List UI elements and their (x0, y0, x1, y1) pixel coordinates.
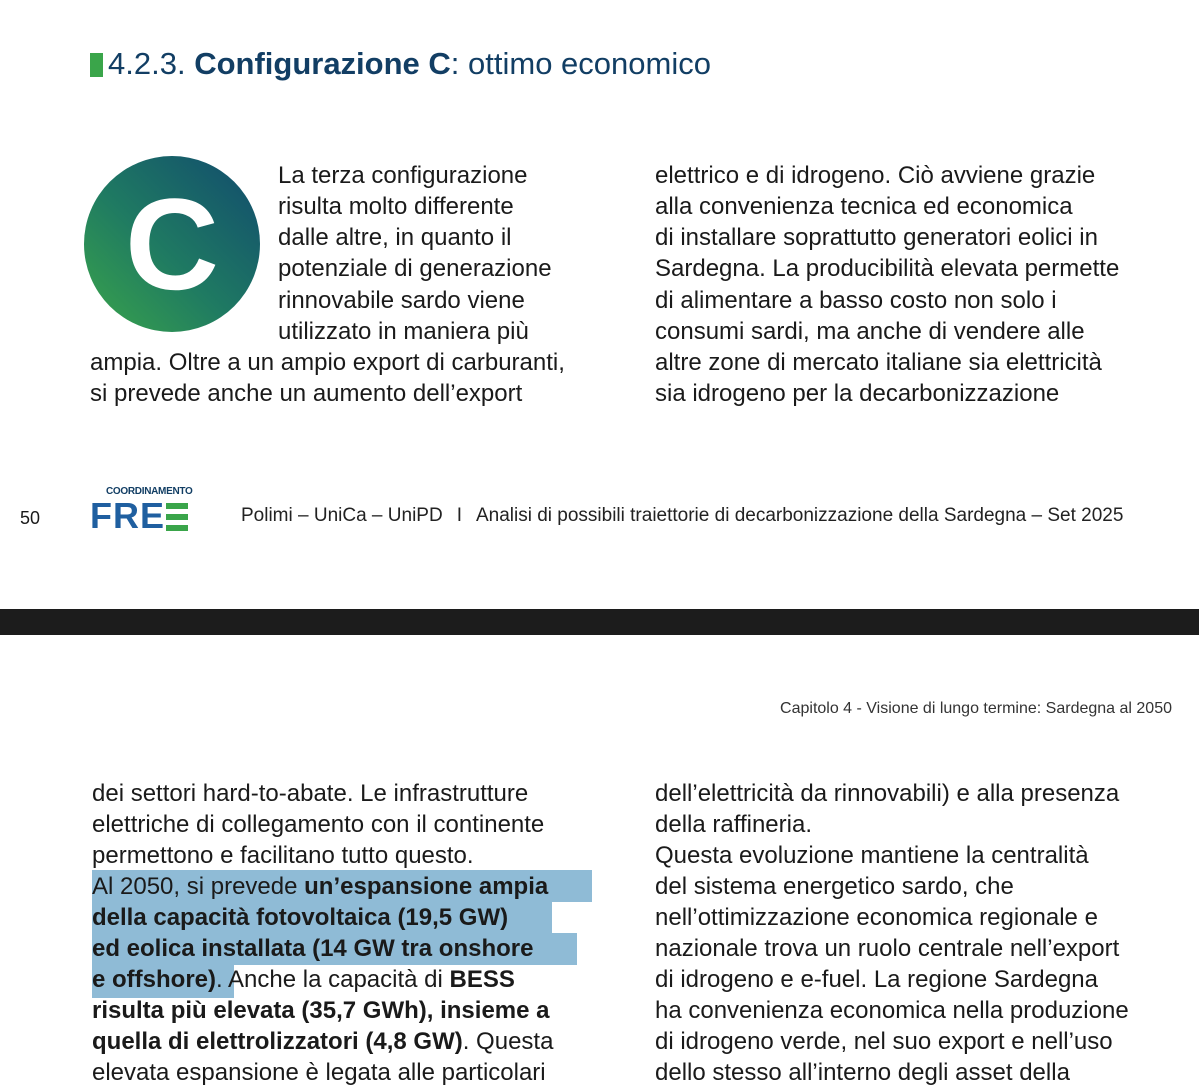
text-segment-bold: e offshore) (92, 966, 217, 993)
text-line: della capacità fotovoltaica (19,5 GW) (92, 904, 509, 931)
text-line: potenziale di generazione (278, 255, 552, 282)
footer-authors: Polimi – UniCa – UniPD (241, 505, 443, 526)
footer-separator: I (456, 505, 462, 526)
text-line: elettrico e di idrogeno. Ciò avviene grazie (655, 162, 1096, 189)
text-line (92, 1026, 553, 1057)
text-line: dell’elettricità da rinnovabili) e alla presenza (655, 780, 1120, 807)
text-segment-bold: un’espansione ampia (304, 873, 549, 900)
section-title-rest: : ottimo economico (450, 46, 711, 81)
text-line: risulta molto differente (278, 193, 514, 220)
text-line: del sistema energetico sardo, che (655, 873, 1014, 900)
text-line: ampia. Oltre a un ampio export di carburanti, (90, 349, 565, 376)
text-line: si prevede anche un aumento dell’export (90, 380, 523, 407)
footer-title: Analisi di possibili traiettorie di decarbonizzazione della Sardegna – Set 2025 (475, 505, 1124, 526)
free-logo: FRE (90, 495, 165, 536)
free-logo-bars-icon (166, 503, 188, 531)
text-line: consumi sardi, ma anche di vendere alle (655, 318, 1085, 345)
footer-text (241, 505, 1123, 527)
text-line: Questa evoluzione mantiene la centralità (655, 842, 1089, 869)
text-line: nell’ottimizzazione economica regionale e (655, 904, 1098, 931)
text-line: alla convenienza tecnica ed economica (655, 193, 1073, 220)
text-line: risulta più elevata (35,7 GWh), insieme a (92, 997, 550, 1024)
text-line: altre zone di mercato italiane sia elettricità (655, 349, 1102, 376)
text-line: ed eolica installata (14 GW tra onshore (92, 935, 534, 962)
text-line: elettriche di collegamento con il continente (92, 811, 545, 838)
text-line (92, 964, 515, 995)
configuration-c-badge (84, 156, 260, 332)
section-title (108, 44, 711, 84)
text-line (92, 871, 548, 902)
text-segment: . Anche la capacità di (216, 966, 450, 993)
text-line: rinnovabile sardo viene (278, 287, 525, 314)
text-line: dei settori hard-to-abate. Le infrastrutture (92, 780, 529, 807)
text-line: Sardegna. La producibilità elevata permette (655, 255, 1120, 282)
text-segment: . Questa (462, 1028, 554, 1055)
text-segment-bold: BESS (449, 966, 515, 993)
text-line: utilizzato in maniera più (278, 318, 529, 345)
logo-caption: COORDINAMENTO (106, 486, 193, 497)
text-line: della raffineria. (655, 811, 812, 838)
text-line: sia idrogeno per la decarbonizzazione (655, 380, 1060, 407)
text-line: di alimentare a basso costo non solo i (655, 287, 1057, 314)
chapter-header: Capitolo 4 - Visione di lungo termine: Sardegna al 2050 (780, 700, 1172, 717)
section-marker (90, 53, 103, 77)
text-line: dello stesso all’interno degli asset della (655, 1059, 1070, 1086)
text-line: La terza configurazione (278, 162, 528, 189)
badge-letter: C (125, 171, 219, 317)
text-line: di installare soprattutto generatori eolici in (655, 224, 1098, 251)
text-line: elevata espansione è legata alle particolari (92, 1059, 546, 1086)
text-line: ha convenienza economica nella produzione (655, 997, 1129, 1024)
section-number: 4.2.3. (108, 46, 186, 81)
text-segment-bold: quella di elettrolizzatori (4,8 GW) (92, 1028, 463, 1055)
text-line: nazionale trova un ruolo centrale nell’export (655, 935, 1120, 962)
text-line: di idrogeno e e-fuel. La regione Sardegna (655, 966, 1098, 993)
text-line: dalle altre, in quanto il (278, 224, 512, 251)
page-number: 50 (20, 508, 41, 528)
text-line: di idrogeno verde, nel suo export e nell’uso (655, 1028, 1113, 1055)
section-title-bold: Configurazione C (194, 46, 451, 81)
text-segment: Al 2050, si prevede (92, 873, 305, 900)
text-line: permettono e facilitano tutto questo. (92, 842, 474, 869)
page-divider (0, 609, 1199, 635)
